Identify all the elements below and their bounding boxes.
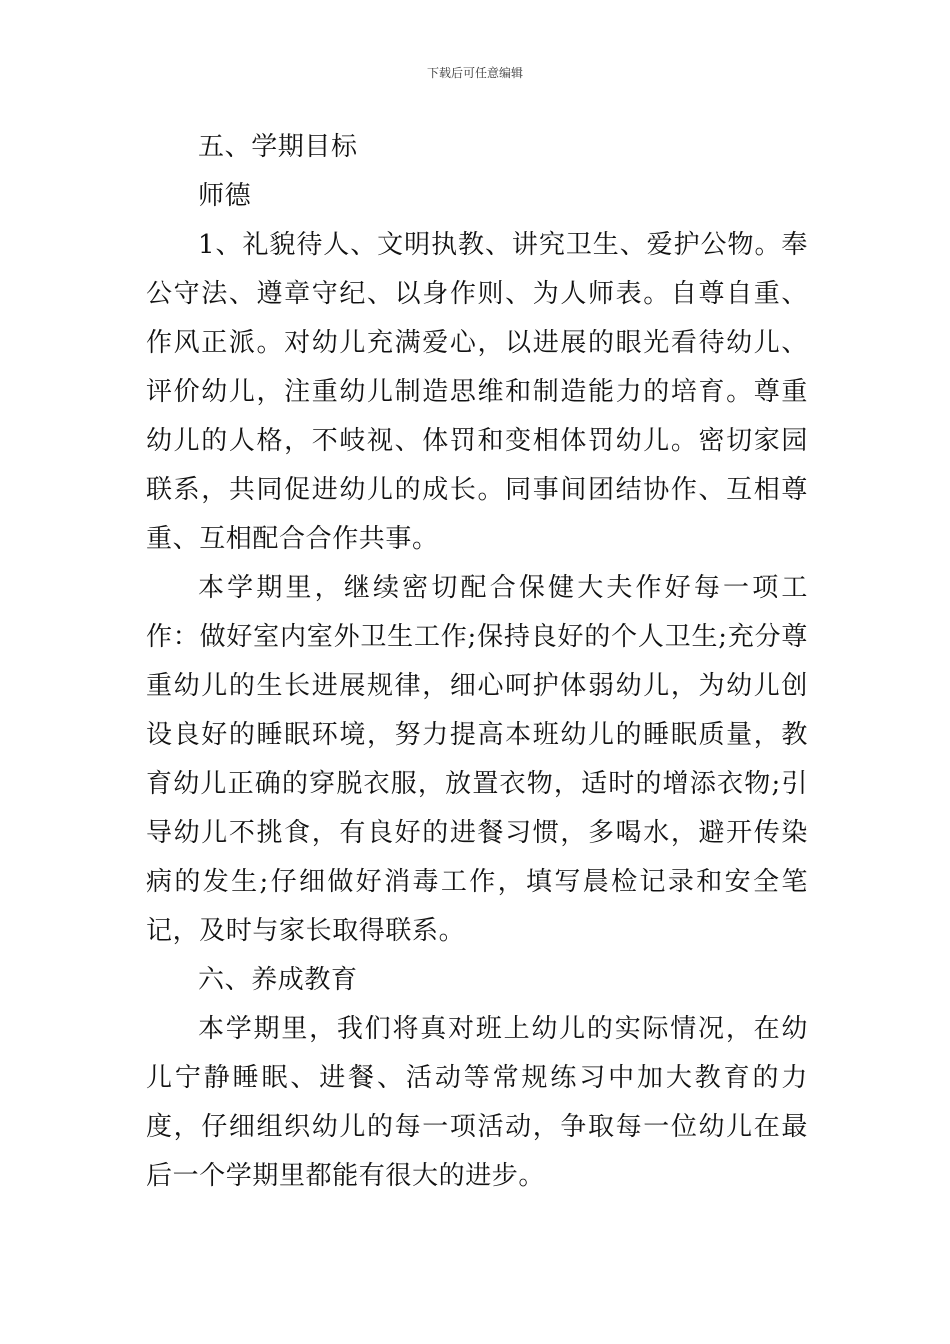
document-body (146, 123, 808, 1201)
paragraph-habits: 本学期里，我们将真对班上幼儿的实际情况，在幼儿宁静睡眠、进餐、活动等常规练习中加大教育的力度，仔细组织幼儿的每一项活动，争取每一位幼儿在最后一个学期里都能有很大的进步。 (146, 1014, 808, 1191)
section-title-habits: 六、养成教育 (198, 965, 358, 995)
paragraph-health-work: 本学期里，继续密切配合保健大夫作好每一项工作：做好室内室外卫生工作;保持良好的个人卫生;充分尊重幼儿的生长进展规律，细心呵护体弱幼儿，为幼儿创设良好的睡眠环境，努力提高本班幼儿的睡眠质量，教育幼儿正确的穿脱衣服，放置衣物，适时的增添衣物;引导幼儿不挑食，有良好的进餐习惯，多喝水，避开传染病的发生;仔细做好消毒工作，填写晨检记录和安全笔记，及时与家长取得联系。 (146, 573, 808, 946)
paragraph-ethics: 1、礼貌待人、文明执教、讲究卫生、爱护公物。奉公守法、遵章守纪、以身作则、为人师表。自尊自重、作风正派。对幼儿充满爱心，以进展的眼光看待幼儿、评价幼儿，注重幼儿制造思维和制造能力的培育。尊重幼儿的人格，不岐视、体罚和变相体罚幼儿。密切家园联系，共同促进幼儿的成长。同事间团结协作、互相尊重、互相配合合作共事。 (146, 230, 808, 554)
page-header: 下载后可任意编辑 (426, 66, 523, 80)
subheading-teacher-ethics: 师德 (198, 181, 252, 211)
section-title-goals: 五、学期目标 (198, 132, 358, 162)
